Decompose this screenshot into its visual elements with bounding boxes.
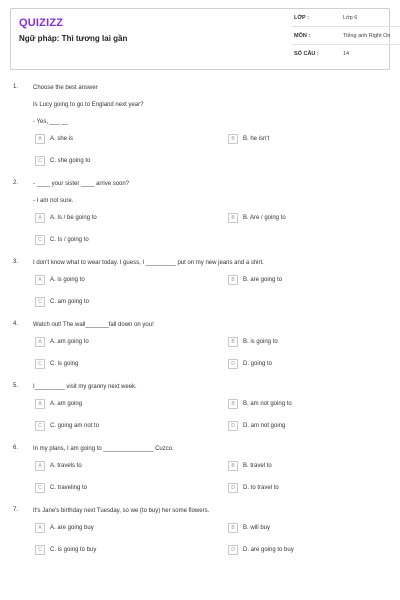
question-number: 7. (13, 507, 19, 513)
option-text: A. travels to (50, 463, 82, 469)
option-letter-box: B (228, 461, 238, 471)
question-text: - ____ your sister ____ arrive soon? (33, 181, 130, 187)
option-text: C. going am not to (50, 423, 100, 429)
answer-option[interactable] (35, 134, 73, 144)
option-letter-box: D (228, 545, 238, 555)
option-letter-box: C (35, 421, 45, 431)
option-text: B. he isn't (243, 136, 270, 142)
question-number: 3. (13, 259, 19, 265)
quizizz-logo: QUIZIZZ (19, 17, 64, 29)
option-letter-box: A (35, 399, 45, 409)
question-number: 5. (13, 383, 19, 389)
option-letter-box: B (228, 399, 238, 409)
question-text: I don't know what to wear today. I guess, I _________ put on my new jeans and a shirt. (33, 260, 264, 266)
answer-options (35, 337, 390, 383)
answer-option[interactable] (228, 359, 272, 369)
worksheet-header (10, 8, 390, 70)
meta-row-question-count (291, 45, 400, 63)
option-text: C. am going to (50, 299, 90, 305)
option-text: D. am not going (243, 423, 286, 429)
question-text: Watch out! The wall_______fall down on you! (33, 322, 154, 328)
option-text: B. are going to (243, 277, 283, 283)
answer-option[interactable] (35, 483, 87, 493)
option-letter-box: B (228, 275, 238, 285)
meta-value: Lớp 6 (343, 15, 358, 21)
option-text: A. am going to (50, 339, 89, 345)
option-text: B. is going to (243, 339, 278, 345)
question (10, 180, 390, 259)
worksheet-title: Ngữ pháp: Thì tương lai gần (19, 34, 128, 43)
meta-value: 14 (343, 51, 350, 57)
meta-row-grade (291, 9, 400, 27)
option-letter-box: A (35, 213, 45, 223)
option-text: A. is going to (50, 277, 85, 283)
question (10, 507, 390, 569)
answer-options (35, 275, 390, 321)
option-text: A. she is (50, 136, 74, 142)
question (10, 321, 390, 383)
answer-option[interactable] (228, 275, 282, 285)
question-number: 1. (13, 84, 19, 90)
option-letter-box: A (35, 461, 45, 471)
option-letter-box: C (35, 156, 45, 166)
option-text: C. is going (50, 361, 79, 367)
option-letter-box: C (35, 483, 45, 493)
question-number: 4. (13, 321, 19, 327)
question-text: - I am not sure. (33, 198, 74, 204)
question (10, 383, 390, 445)
option-letter-box: A (35, 134, 45, 144)
answer-option[interactable] (35, 297, 89, 307)
question-text: It's Jane's birthday next Tuesday, so we (to buy) her some flowers. (33, 508, 210, 514)
answer-options (35, 461, 390, 507)
question (10, 445, 390, 507)
answer-options (35, 134, 390, 180)
option-letter-box: A (35, 337, 45, 347)
question-text: Is Lucy going to go to England next year? (33, 102, 144, 108)
answer-option[interactable] (228, 399, 292, 409)
option-text: B. will buy (243, 525, 271, 531)
answer-option[interactable] (228, 461, 272, 471)
option-letter-box: D (228, 359, 238, 369)
option-text: A. are going buy (50, 525, 94, 531)
option-letter-box: B (228, 213, 238, 223)
question-number: 6. (13, 445, 19, 451)
option-letter-box: B (228, 523, 238, 533)
answer-options (35, 399, 390, 445)
meta-label: MÔN : (294, 33, 311, 39)
answer-option[interactable] (35, 275, 85, 285)
answer-option[interactable] (35, 337, 89, 347)
option-text: D. going to (243, 361, 273, 367)
question-list (10, 84, 390, 569)
option-text: D. to travel to (243, 485, 279, 491)
answer-option[interactable] (228, 483, 279, 493)
answer-option[interactable] (228, 134, 269, 144)
option-text: C. is going to buy (50, 547, 97, 553)
answer-option[interactable] (35, 523, 94, 533)
answer-option[interactable] (35, 421, 99, 431)
question-text: Choose the best answer (33, 85, 98, 91)
answer-option[interactable] (228, 545, 294, 555)
option-letter-box: C (35, 359, 45, 369)
answer-options (35, 213, 390, 259)
answer-option[interactable] (35, 399, 82, 409)
option-text: C. she going to (50, 158, 91, 164)
question-text: I_________ visit my granny next week. (33, 384, 137, 390)
option-letter-box: C (35, 235, 45, 245)
meta-label: LỚP : (294, 15, 309, 21)
option-letter-box: D (228, 483, 238, 493)
answer-option[interactable] (35, 213, 97, 223)
meta-label: SỐ CÂU : (294, 51, 319, 57)
option-letter-box: A (35, 523, 45, 533)
question-text: In my plans, I am going to _______________ Cuzco. (33, 446, 174, 452)
answer-option[interactable] (35, 545, 96, 555)
answer-option[interactable] (35, 235, 89, 245)
option-text: C. traveling to (50, 485, 88, 491)
option-letter-box: D (228, 421, 238, 431)
option-letter-box: B (228, 337, 238, 347)
option-letter-box: B (228, 134, 238, 144)
option-letter-box: C (35, 297, 45, 307)
answer-option[interactable] (35, 461, 82, 471)
option-text: B. am not going to (243, 401, 292, 407)
meta-row-subject (291, 27, 400, 45)
worksheet-meta (291, 9, 400, 69)
option-text: D. are going to buy (243, 547, 294, 553)
answer-options (35, 523, 390, 569)
question-number: 2. (13, 180, 19, 186)
answer-option[interactable] (228, 523, 270, 533)
answer-option[interactable] (35, 359, 78, 369)
option-text: C. Is / going to (50, 237, 89, 243)
option-text: A. am going (50, 401, 83, 407)
option-letter-box: C (35, 545, 45, 555)
option-text: A. Is / be going to (50, 215, 97, 221)
option-text: B. travel to (243, 463, 272, 469)
answer-option[interactable] (228, 421, 285, 431)
meta-value: Tiếng anh Right On (343, 33, 391, 39)
question (10, 259, 390, 321)
question-text: - Yes, ___ __ (33, 119, 69, 125)
question (10, 84, 390, 180)
answer-option[interactable] (228, 213, 286, 223)
answer-option[interactable] (35, 156, 90, 166)
option-text: B. Are / going to (243, 215, 286, 221)
answer-option[interactable] (228, 337, 278, 347)
option-letter-box: A (35, 275, 45, 285)
